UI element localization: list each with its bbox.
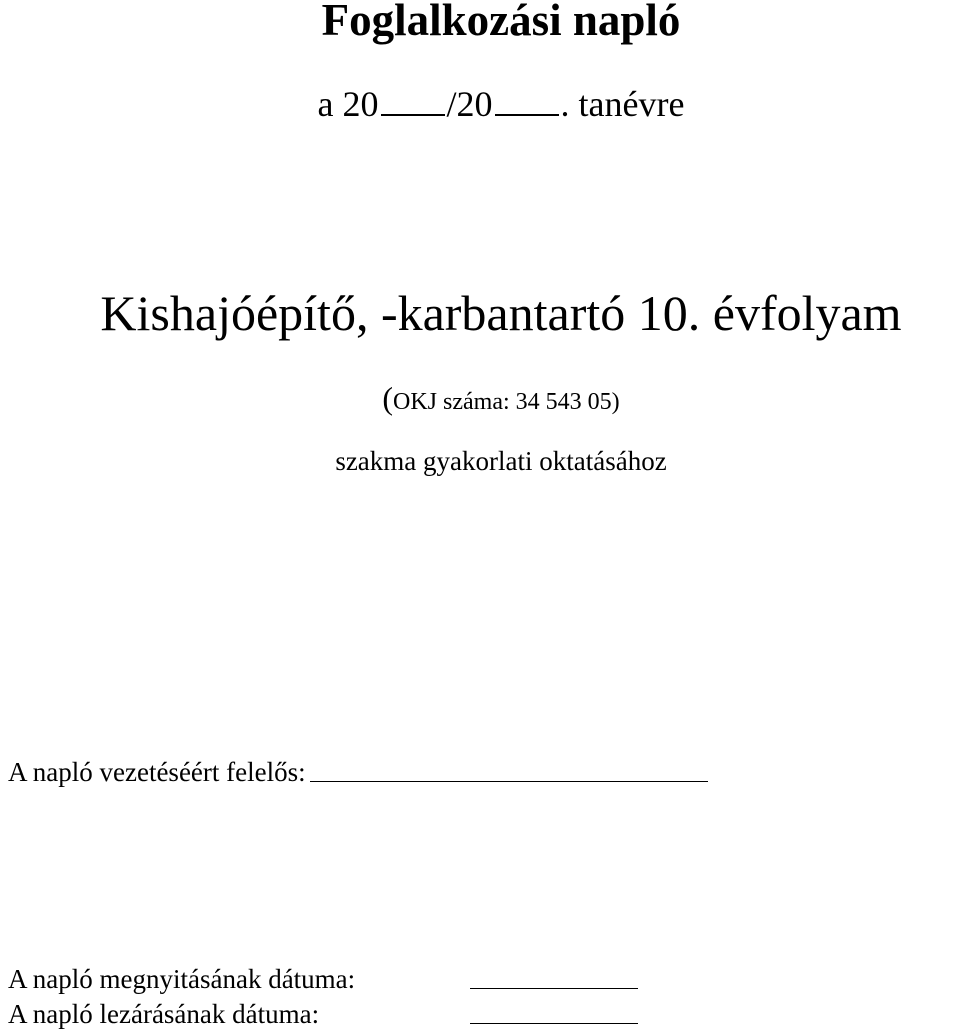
course-subject: Kishajóépítő, -karbantartó 10. évfolyam [100, 285, 902, 341]
start-year-blank[interactable] [381, 84, 445, 116]
end-year-blank[interactable] [495, 84, 559, 116]
okj-number-line [0, 381, 960, 419]
school-year-line [0, 82, 960, 126]
okj-number: OKJ száma: 34 543 05) [393, 389, 620, 415]
okj-open-paren: ( [382, 380, 393, 416]
trade-line: szakma gyakorlati oktatásához [335, 446, 667, 476]
opening-date-blank[interactable] [470, 964, 638, 989]
year-prefix: a 20 [317, 84, 379, 124]
opening-date-row [8, 963, 638, 995]
year-middle: /20 [446, 84, 493, 124]
closing-date-row [8, 998, 638, 1030]
closing-date-label: A napló lezárásának dátuma: [8, 999, 320, 1029]
closing-date-blank[interactable] [470, 999, 638, 1024]
year-suffix: . tanévre [560, 84, 685, 124]
page-title: Foglalkozási napló [321, 0, 681, 45]
opening-date-label: A napló megnyitásának dátuma: [8, 964, 356, 994]
responsible-label: A napló vezetéséért felelős: [8, 757, 306, 787]
responsible-blank[interactable] [310, 753, 708, 782]
responsible-row [8, 753, 708, 790]
